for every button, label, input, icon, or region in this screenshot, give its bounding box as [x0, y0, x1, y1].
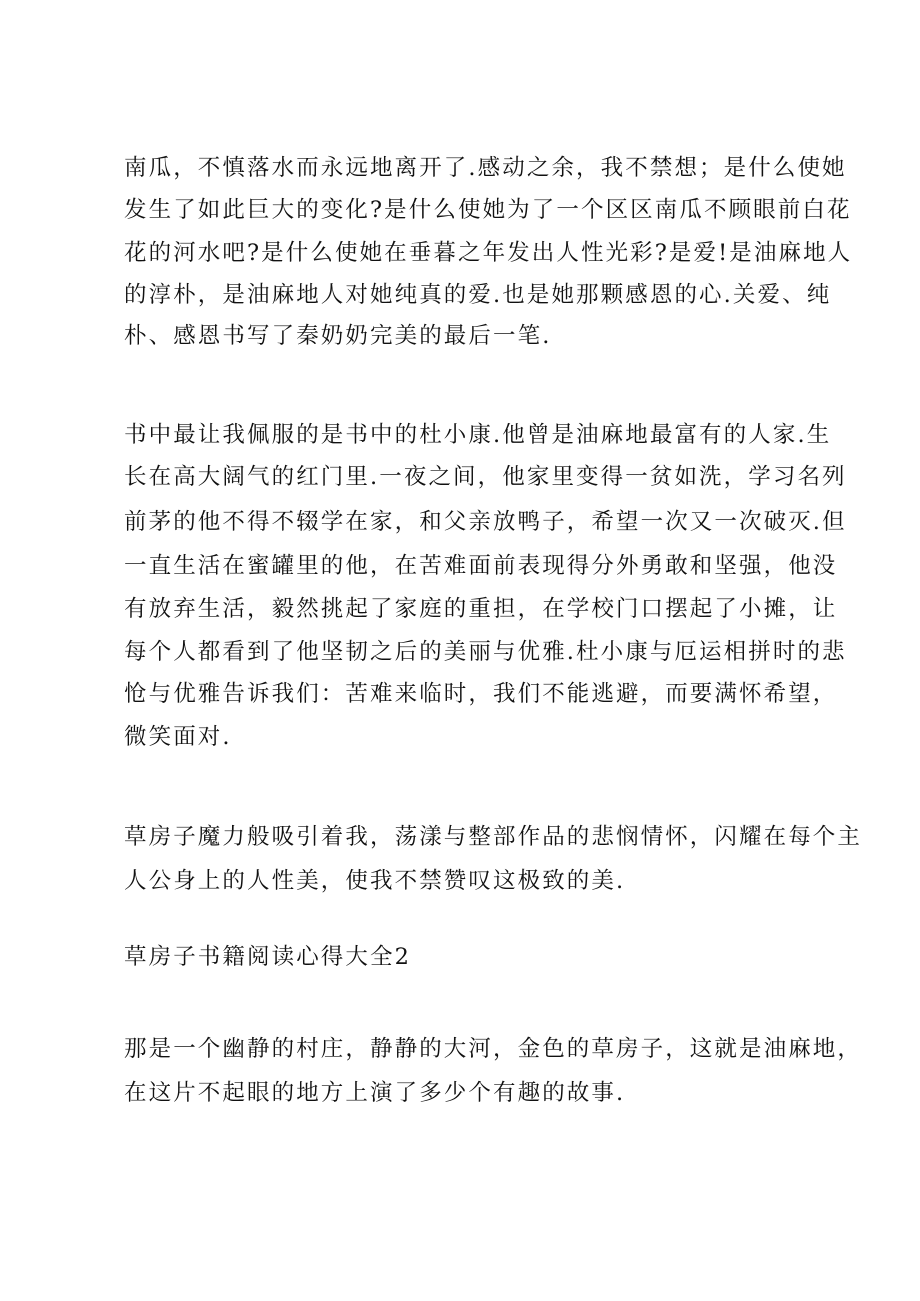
text-line: 有放弃生活，毅然挑起了家庭的重担，在学校门口摆起了小摊，让	[124, 596, 838, 622]
heading-text: 草房子书籍阅读心得大全2	[124, 944, 412, 970]
text-line: 长在高大阔气的红门里.一夜之间，他家里变得一贫如洗，学习名列	[124, 464, 847, 490]
text-line: 花的河水吧?是什么使她在垂暮之年发出人性光彩?是爱!是油麻地人	[124, 240, 853, 266]
text-line: 朴、感恩书写了秦奶奶完美的最后一笔.	[124, 323, 552, 349]
text-line: 发生了如此巨大的变化?是什么使她为了一个区区南瓜不顾眼前白花	[124, 197, 852, 223]
text-line: 的淳朴，是油麻地人对她纯真的爱.也是她那颗感恩的心.关爱、纯	[124, 282, 832, 308]
text-line: 书中最让我佩服的是书中的杜小康.他曾是油麻地最富有的人家.生	[124, 422, 832, 448]
text-line: 在这片不起眼的地方上演了多少个有趣的故事.	[124, 1080, 626, 1106]
text-line: 草房子魔力般吸引着我，荡漾与整部作品的悲悯情怀，闪耀在每个主	[124, 824, 863, 850]
text-line: 人公身上的人性美，使我不禁赞叹这极致的美.	[124, 868, 626, 894]
text-line: 前茅的他不得不辍学在家，和父亲放鸭子，希望一次又一次破灭.但	[124, 509, 847, 535]
text-line: 怆与优雅告诉我们：苦难来临时，我们不能逃避，而要满怀希望，	[124, 681, 838, 707]
text-line: 微笑面对.	[124, 724, 232, 750]
text-line: 一直生活在蜜罐里的他，在苦难面前表现得分外勇敢和坚强，他没	[124, 553, 838, 579]
text-line: 南瓜，不慎落水而永远地离开了.感动之余，我不禁想；是什么使她	[124, 155, 847, 181]
text-line: 每个人都看到了他坚韧之后的美丽与优雅.杜小康与厄运相拼时的悲	[124, 639, 847, 665]
text-line: 那是一个幽静的村庄，静静的大河，金色的草房子，这就是油麻地，	[124, 1036, 863, 1062]
